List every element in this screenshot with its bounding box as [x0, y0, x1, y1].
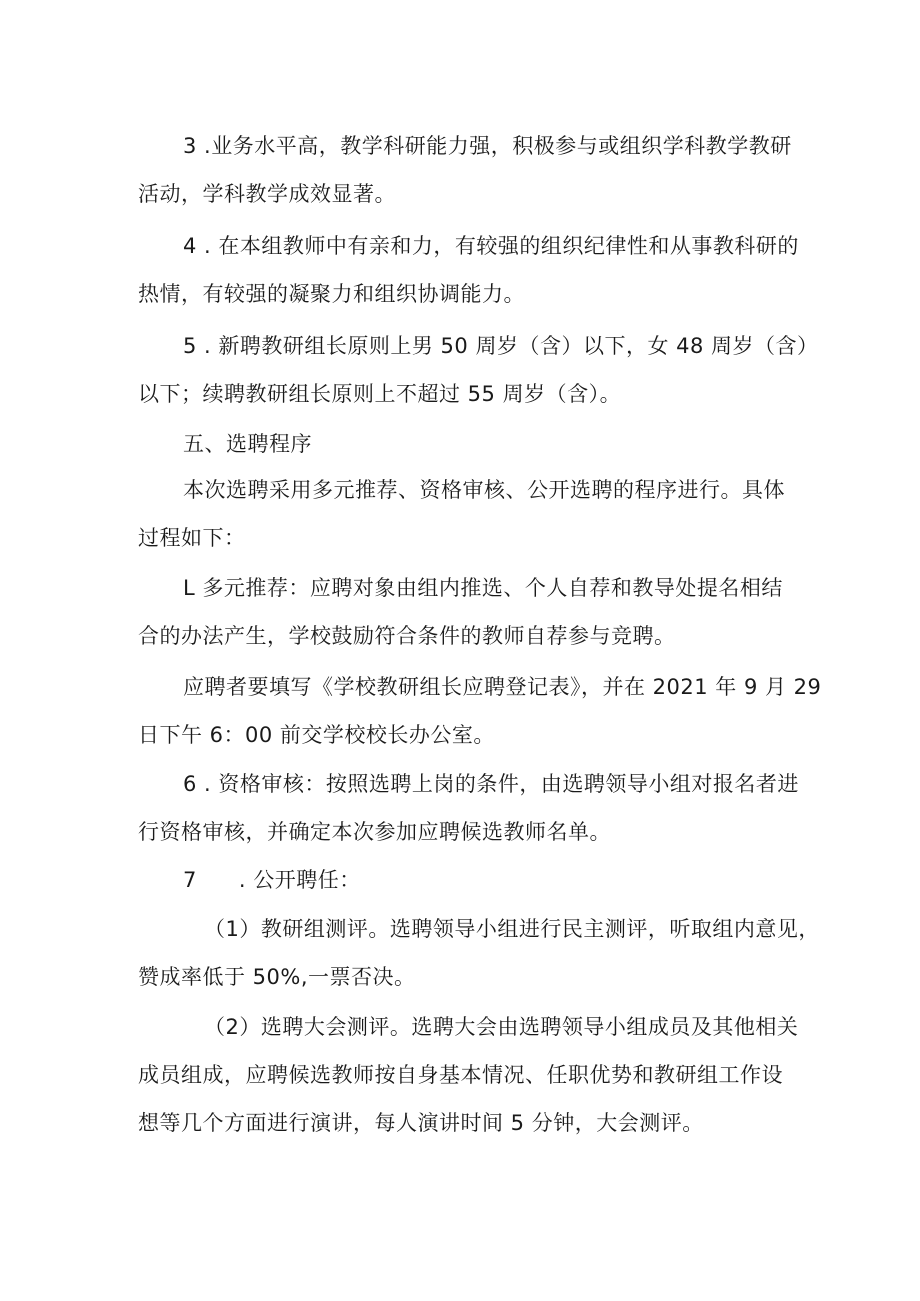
text-line: 日下午 6：00 前交学校校长办公室。 — [138, 723, 495, 747]
text-line: 5 . 新聘教研组长原则上男 50 周岁（含）以下，女 48 周岁（含） — [183, 334, 819, 358]
text-line: 过程如下： — [138, 526, 246, 550]
text-line: 4 . 在本组教师中有亲和力，有较强的组织纪律性和从事教科研的 — [183, 234, 799, 258]
paragraph-item-5 — [138, 322, 819, 418]
text-line: 活动，学科教学成效显著。 — [138, 182, 396, 206]
text-line: 行资格审核，并确定本次参加应聘候选教师名单。 — [138, 820, 611, 844]
text-line: 应聘者要填写《学校教研组长应聘登记表》，并在 2021 年 9 月 29 — [183, 675, 822, 699]
text-line: 以下；续聘教研组长原则上不超过 55 周岁（含）。 — [138, 382, 622, 406]
text-line: （2）选聘大会测评。选聘大会由选聘领导小组成员及其他相关 — [204, 1015, 799, 1039]
text-line: 本次选聘采用多元推荐、资格审核、公开选聘的程序进行。具体 — [183, 478, 785, 502]
section-heading — [138, 420, 798, 468]
text-line: 3 .业务水平高，教学科研能力强，积极参与或组织学科教学教研 — [183, 134, 792, 158]
paragraph-item-3 — [138, 122, 798, 218]
paragraph-application — [138, 663, 822, 759]
text-line: （1）教研组测评。选聘领导小组进行民主测评，听取组内意见， — [204, 917, 820, 941]
item-text: . 公开聘任： — [238, 868, 361, 892]
paragraph-sub-2 — [138, 1003, 798, 1147]
item-number: 7 — [183, 868, 197, 892]
text-line: L 多元推荐：应聘对象由组内推选、个人自荐和教导处提名相结 — [183, 576, 783, 600]
paragraph-item-4 — [138, 222, 798, 318]
text-line: 合的办法产生，学校鼓励符合条件的教师自荐参与竞聘。 — [138, 624, 676, 648]
paragraph-recommend — [138, 564, 798, 660]
text-line: 五、选聘程序 — [183, 432, 312, 456]
text-line: 成员组成，应聘候选教师按自身基本情况、任职优势和教研组工作设 — [138, 1063, 783, 1087]
text-line: 热情，有较强的凝聚力和组织协调能力。 — [138, 282, 525, 306]
text-line: 赞成率低于 50%,一票否决。 — [138, 965, 416, 989]
text-line: 想等几个方面进行演讲，每人演讲时间 5 分钟，大会测评。 — [138, 1111, 704, 1135]
paragraph-intro — [138, 466, 798, 562]
paragraph-sub-1 — [138, 905, 820, 1001]
paragraph-item-6 — [138, 760, 798, 856]
paragraph-item-7 — [138, 856, 798, 904]
text-line: 6 . 资格审核：按照选聘上岗的条件，由选聘领导小组对报名者进 — [183, 772, 799, 796]
